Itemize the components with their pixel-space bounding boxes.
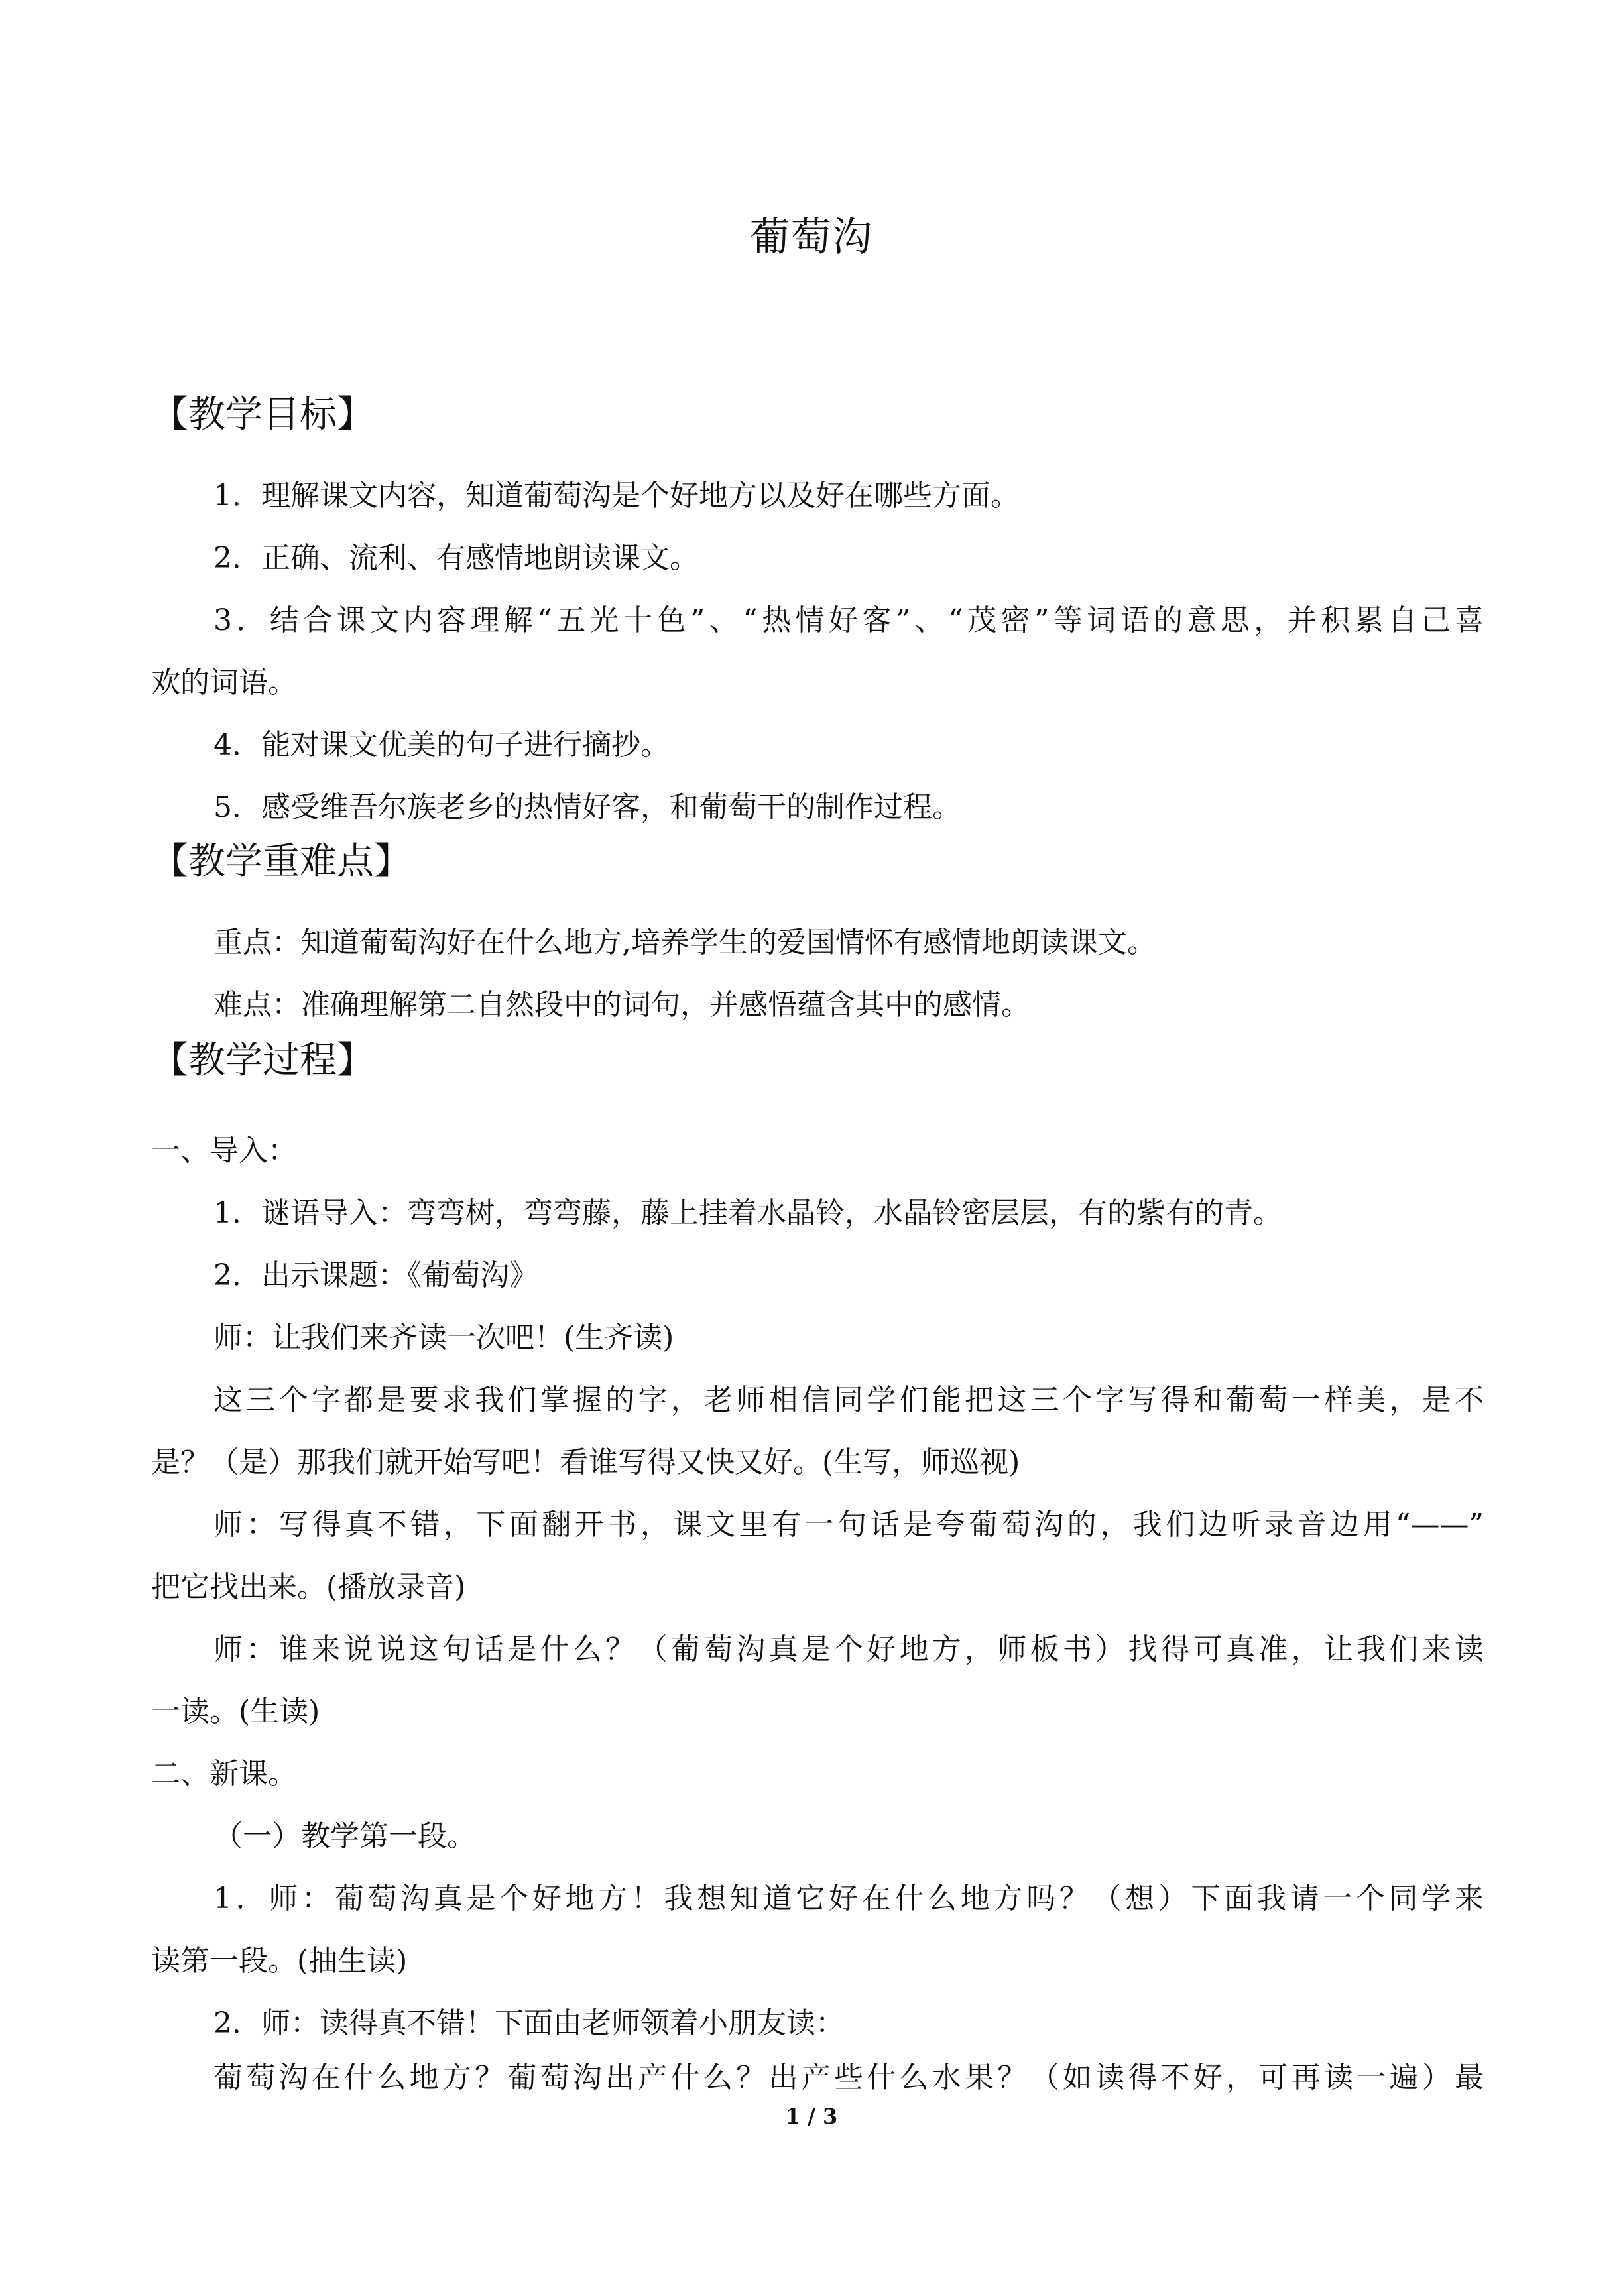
process-line-12: （一）教学第一段。 <box>213 1819 476 1853</box>
section-heading-objectives: 【教学目标】 <box>151 393 374 436</box>
process-line-15: 2．师：读得真不错！下面由老师领着小朋友读： <box>213 2006 845 2040</box>
process-line-14: 读第一段。(抽生读) <box>151 1944 408 1978</box>
process-line-7: 师：写得真不错，下面翻开书，课文里有一句话是夸葡萄沟的，我们边听录音边用“——” <box>213 1508 1484 1541</box>
process-line-2: 1．谜语导入：弯弯树，弯弯藤，藤上挂着水晶铃，水晶铃密层层，有的紫有的青。 <box>213 1196 1282 1230</box>
key-point-line: 重点：知道葡萄沟好在什么地方,培养学生的爱国情怀有感情地朗读课文。 <box>213 926 1156 959</box>
process-line-9: 师：谁来说说这句话是什么？（葡萄沟真是个好地方，师板书）找得可真准，让我们来读 <box>213 1632 1484 1666</box>
process-line-11: 二、新课。 <box>151 1757 297 1791</box>
section-heading-process: 【教学过程】 <box>151 1039 374 1082</box>
process-line-10: 一读。(生读) <box>151 1695 320 1728</box>
process-line-4: 师：让我们来齐读一次吧！(生齐读) <box>213 1321 674 1355</box>
objective-line-2: 2．正确、流利、有感情地朗读课文。 <box>213 541 699 575</box>
objective-line-5: 5．感受维吾尔族老乡的热情好客，和葡萄干的制作过程。 <box>213 790 961 824</box>
process-line-8: 把它找出来。(播放录音) <box>151 1570 466 1604</box>
difficult-point-line: 难点：准确理解第二自然段中的词句，并感悟蕴含其中的感情。 <box>213 988 1030 1022</box>
process-line-3: 2．出示课题：《葡萄沟》 <box>213 1258 538 1292</box>
objective-line-3-cont: 欢的词语。 <box>151 666 297 699</box>
objective-line-1: 1．理解课文内容，知道葡萄沟是个好地方以及好在哪些方面。 <box>213 479 1020 513</box>
objective-line-3: 3．结合课文内容理解“五光十色”、“热情好客”、“茂密”等词语的意思，并积累自己喜 <box>213 603 1484 637</box>
process-line-13: 1．师：葡萄沟真是个好地方！我想知道它好在什么地方吗？（想）下面我请一个同学来 <box>213 1882 1484 1915</box>
document-title: 葡萄沟 <box>750 214 873 261</box>
process-line-16: 葡萄沟在什么地方？葡萄沟出产什么？出产些什么水果？（如读得不好，可再读一遍）最 <box>213 2061 1484 2094</box>
page-number: 1 / 3 <box>785 2104 838 2129</box>
process-line-6: 是？（是）那我们就开始写吧！看谁写得又快又好。(生写，师巡视) <box>151 1445 1020 1479</box>
process-line-1: 一、导入： <box>151 1134 297 1168</box>
objective-line-4: 4．能对课文优美的句子进行摘抄。 <box>213 728 670 762</box>
section-heading-key-points: 【教学重难点】 <box>151 840 411 883</box>
process-line-5: 这三个字都是要求我们掌握的字，老师相信同学们能把这三个字写得和葡萄一样美，是不 <box>213 1383 1484 1417</box>
